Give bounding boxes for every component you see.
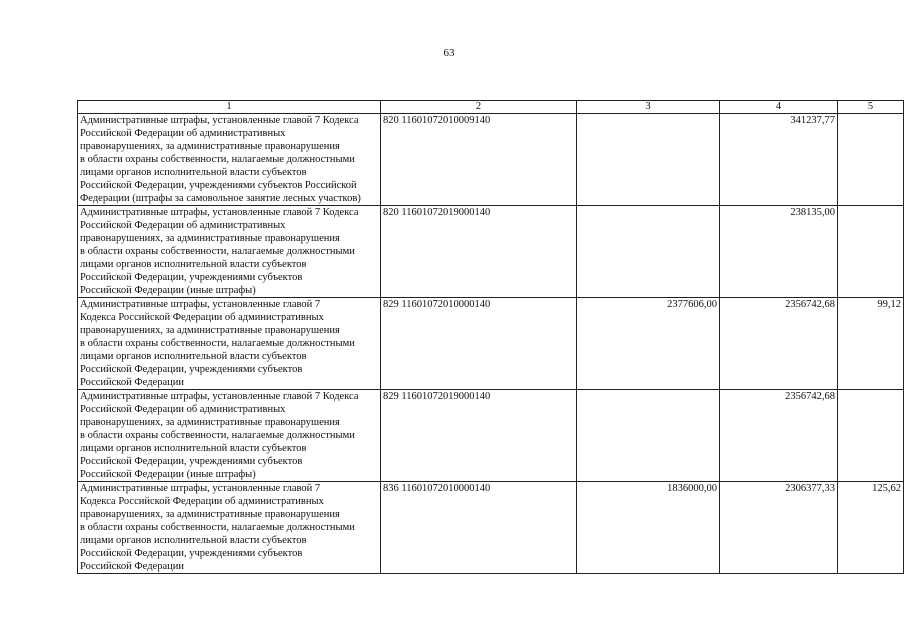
actual-cell: 238135,00 bbox=[720, 206, 838, 298]
percent-cell bbox=[838, 206, 904, 298]
fines-table bbox=[77, 100, 904, 574]
percent-cell: 99,12 bbox=[838, 298, 904, 390]
header-cell-1: 1 bbox=[78, 101, 381, 114]
actual-cell: 2306377,33 bbox=[720, 482, 838, 574]
description-cell: Административные штрафы, установленные главой 7 Кодекса Российской Федерации об административных правонарушениях, за административные правонарушения в области охраны собственности, налагаемые должностными лицами органов исполнительной власти субъектов Российской Федерации, учреждениями субъектов Российской Федерации bbox=[78, 298, 381, 390]
percent-cell bbox=[838, 114, 904, 206]
description-cell: Административные штрафы, установленные главой 7 Кодекса Российской Федерации об административных правонарушениях, за административные правонарушения в области охраны собственности, налагаемые должностными лицами органов исполнительной власти субъектов Российской Федерации, учреждениями субъектов Российской Федерации (иные штрафы) bbox=[78, 390, 381, 482]
percent-cell bbox=[838, 390, 904, 482]
page-number: 63 bbox=[443, 47, 455, 59]
description-cell: Административные штрафы, установленные главой 7 Кодекса Российской Федерации об административных правонарушениях, за административные правонарушения в области охраны собственности, налагаемые должностными лицами органов исполнительной власти субъектов Российской Федерации, учреждениями субъектов Российской Федерации (иные штрафы) bbox=[78, 206, 381, 298]
table-row bbox=[78, 206, 904, 298]
code-cell: 820 11601072019000140 bbox=[381, 206, 577, 298]
plan-cell: 2377606,00 bbox=[577, 298, 720, 390]
plan-cell: 1836000,00 bbox=[577, 482, 720, 574]
percent-cell: 125,62 bbox=[838, 482, 904, 574]
plan-cell bbox=[577, 390, 720, 482]
code-cell: 836 11601072010000140 bbox=[381, 482, 577, 574]
plan-cell bbox=[577, 114, 720, 206]
code-cell: 829 11601072010000140 bbox=[381, 298, 577, 390]
code-cell: 829 11601072019000140 bbox=[381, 390, 577, 482]
header-cell-2: 2 bbox=[381, 101, 577, 114]
plan-cell bbox=[577, 206, 720, 298]
header-row bbox=[78, 101, 904, 114]
table-row bbox=[78, 390, 904, 482]
header-cell-4: 4 bbox=[720, 101, 838, 114]
actual-cell: 341237,77 bbox=[720, 114, 838, 206]
description-cell: Административные штрафы, установленные главой 7 Кодекса Российской Федерации об административных правонарушениях, за административные правонарушения в области охраны собственности, налагаемые должностными лицами органов исполнительной власти субъектов Российской Федерации, учреждениями субъектов Российской Федерации bbox=[78, 482, 381, 574]
table-row bbox=[78, 482, 904, 574]
code-cell: 820 11601072010009140 bbox=[381, 114, 577, 206]
actual-cell: 2356742,68 bbox=[720, 298, 838, 390]
header-cell-3: 3 bbox=[577, 101, 720, 114]
table-row bbox=[78, 114, 904, 206]
description-cell: Административные штрафы, установленные главой 7 Кодекса Российской Федерации об административных правонарушениях, за административные правонарушения в области охраны собственности, налагаемые должностными лицами органов исполнительной власти субъектов Российской Федерации, учреждениями субъектов Российской Федерации (штрафы за самовольное занятие лесных участков) bbox=[78, 114, 381, 206]
header-cell-5: 5 bbox=[838, 101, 904, 114]
table-row bbox=[78, 298, 904, 390]
actual-cell: 2356742,68 bbox=[720, 390, 838, 482]
